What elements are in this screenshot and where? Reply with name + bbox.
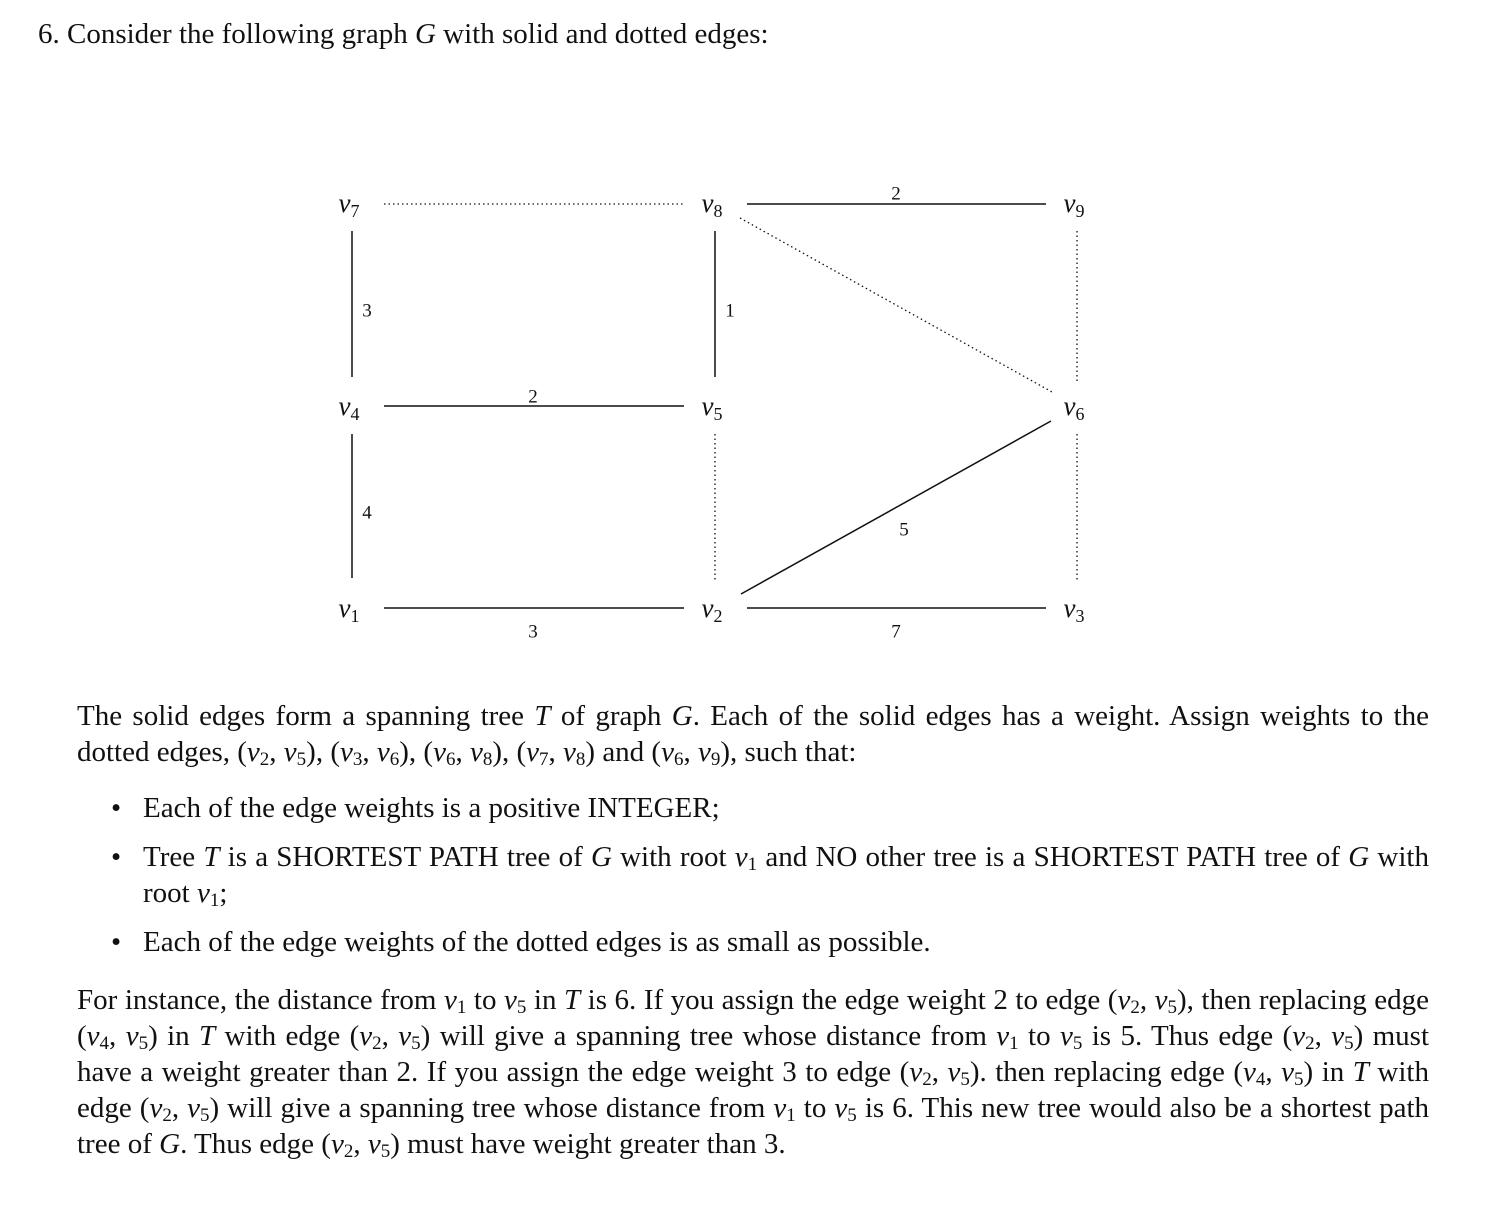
edge-weight-v2-v3: 7 xyxy=(891,621,901,643)
edge-weight-v8-v5: 1 xyxy=(725,300,735,322)
edge-weight-v4-v1: 4 xyxy=(362,502,372,524)
vertex-v3: v3 xyxy=(1063,593,1085,626)
condition-item: • Tree T is a SHORTEST PATH tree of G with root v1 and NO other tree is a SHORTEST PATH tree of G with root v1; xyxy=(77,839,1429,911)
edge-weight-v7-v4: 3 xyxy=(362,300,372,322)
condition-item: • Each of the edge weights is a positive INTEGER; xyxy=(77,790,1429,826)
vertex-v4: v4 xyxy=(338,391,360,424)
condition-list xyxy=(77,790,1429,960)
edge-weight-v8-v9: 2 xyxy=(891,183,901,205)
edge-weight-v4-v5: 2 xyxy=(528,386,538,408)
vertex-v6: v6 xyxy=(1063,391,1085,424)
edge-weight-v1-v2: 3 xyxy=(528,621,538,643)
vertex-v2: v2 xyxy=(701,593,723,626)
edge-v6-v2-solid xyxy=(741,421,1051,594)
question-number: 6. xyxy=(38,18,60,50)
question-text: Consider the following graph G with solid and dotted edges: xyxy=(67,18,769,50)
vertex-v9: v9 xyxy=(1063,188,1085,221)
vertex-v7: v7 xyxy=(338,188,360,221)
vertex-v8: v8 xyxy=(701,188,723,221)
vertex-v1: v1 xyxy=(338,593,360,626)
vertex-v5: v5 xyxy=(701,391,723,424)
edge-v8-v6-dotted xyxy=(740,218,1052,392)
intro-paragraph: The solid edges form a spanning tree T of graph G. Each of the solid edges has a weight. Assign weights to the dotted edges, (v2, v5), (v3, v6), (v6, v8), (v7, v8) and (v6, v9), such that: xyxy=(77,700,1429,770)
example-paragraph: For instance, the distance from v1 to v5 in T is 6. If you assign the edge weight 2 to edge (v2, v5), then replacing edge (v4, v5) in T with edge (v2, v5) will give a spanning tree whose distance from v1 to v5 is 5. Thus edge (v2, v5) must have a weight greater than 2. If you assign the edge weight 3 to edge (v2, v5). then replacing edge (v4, v5) in T with edge (v2, v5) will give a spanning tree whose distance from v1 to v5 is 6. This new tree would also be a shortest path tree of G. Thus edge (v2, v5) must have weight greater than 3. xyxy=(77,984,1430,1162)
condition-item: • Each of the edge weights of the dotted edges is as small as possible. xyxy=(77,924,1429,960)
edge-weight-v6-v2: 5 xyxy=(899,519,909,541)
problem-text xyxy=(77,698,1429,1162)
